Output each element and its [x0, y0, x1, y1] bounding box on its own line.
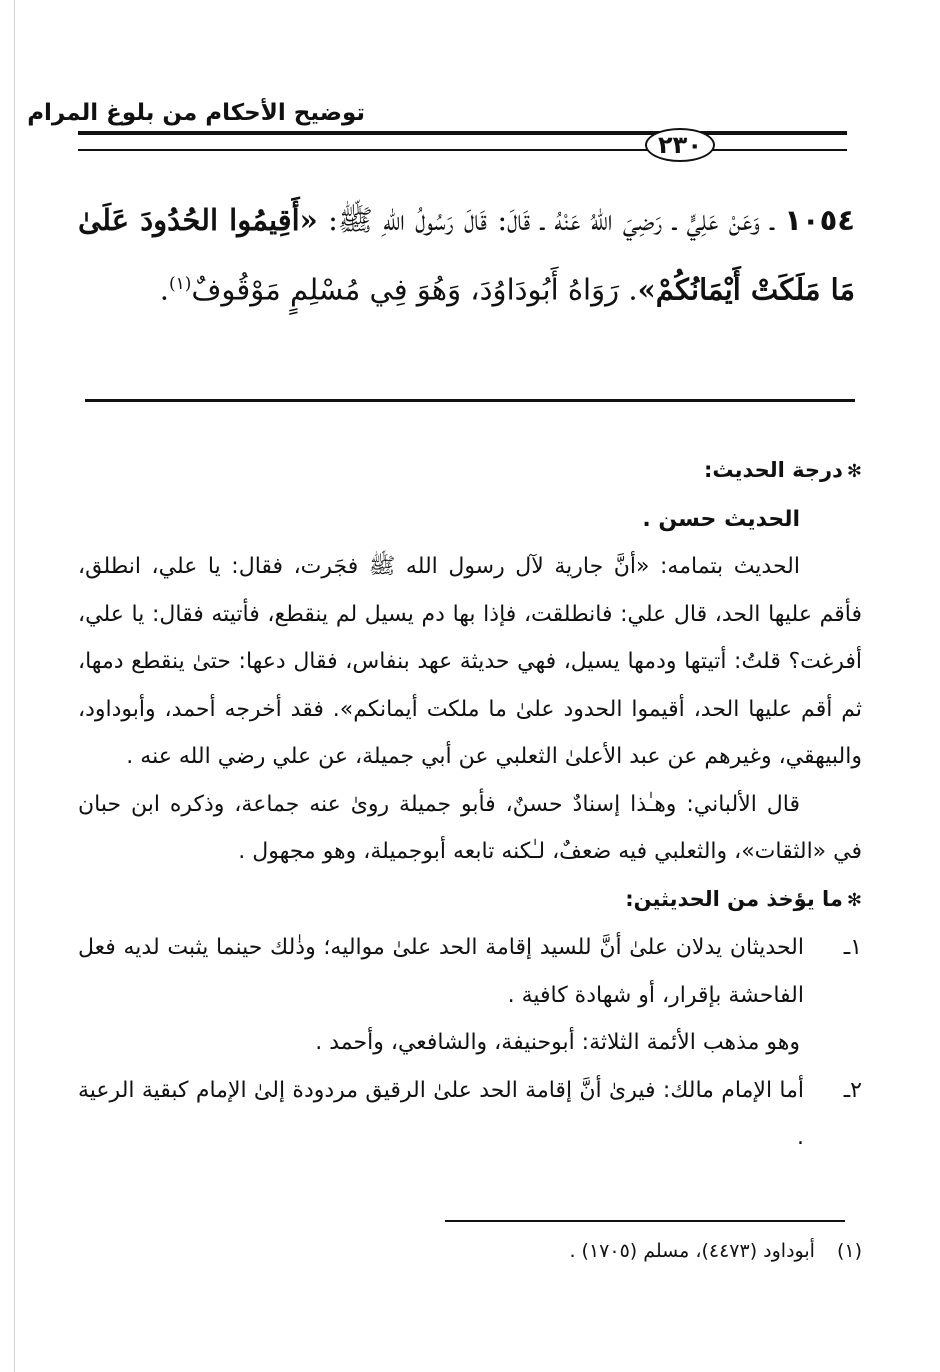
hadith-quote: «أَقِيمُوا الحُدُودَ عَلَىٰ مَا مَلَكَتْ أَيْمَانُكُمْ» — [78, 203, 855, 307]
footnote-number: (١) — [836, 1240, 862, 1262]
lesson-number: ٢ـ — [843, 1077, 862, 1103]
star-icon: ✻ — [846, 889, 862, 911]
section-separator — [85, 399, 855, 402]
grade-paragraph-2: قال الألباني: وهـٰذا إسنادٌ حسنٌ، فأبو جميلة روىٰ عنه جماعة، وذكره ابن حبان في «الثقات»، والثعلبي فيه ضعفٌ، لـٰكنه تابعه أبوجميلة، وهو مجهول . — [78, 791, 862, 864]
running-title: توضيح الأحكام من بلوغ المرام — [27, 100, 365, 126]
hadith-after: . رَوَاهُ أَبُودَاوُدَ، وَهُوَ فِي مُسْلِمٍ مَوْقُوفٌ — [191, 272, 638, 307]
lesson-item — [78, 1067, 862, 1162]
hadith-number: ١٠٥٤ — [784, 203, 856, 237]
lesson-text: الحديثان يدلان علىٰ أنَّ للسيد إقامة الحد علىٰ مواليه؛ وذٰلك حينما يثبت لديه فعل الفاحشة بإقرار، أو شهادة كافية . — [78, 935, 804, 1008]
grade-heading — [78, 447, 862, 496]
footnote — [569, 1240, 862, 1262]
grade-paragraph-1: الحديث بتمامه: «أنَّ جارية لآل رسول الله ﷺ فجَرت، فقال: يا علي، انطلق، فأقم عليها الحد، قال علي: فانطلقت، فإذا بها دم يسيل لم ينقطع، فأتيته فقال: يا علي، أفرغت؟ قلتُ: أتيتها ودمها يسيل، فهي حديثة عهد بنفاس، فقال دعها: حتىٰ ينقطع دمها، ثم أقم عليها الحد، أقيموا الحدود علىٰ ما ملكت أيمانكم». فقد أخرجه أحمد، وأبوداود، والبيهقي، وغيرهم عن عبد الأعلىٰ الثعلبي عن أبي جميلة، عن علي رضي الله عنه . — [78, 554, 862, 769]
commentary — [78, 447, 862, 1162]
lessons-heading-text: ما يؤخذ من الحديثين: — [625, 886, 843, 911]
footnote-rule — [445, 1220, 845, 1222]
grade-verdict: الحديث حسن . — [642, 506, 800, 532]
star-icon: ✻ — [846, 461, 862, 482]
scan-margin-line — [14, 0, 15, 1372]
header-rule-top — [78, 131, 847, 135]
lesson-item — [78, 924, 862, 1019]
header-rule-bottom — [78, 149, 847, 151]
footnote-text: أبوداود (٤٤٧٣)، مسلم (١٧٠٥) . — [569, 1240, 815, 1262]
hadith-intro: ـ وَعَنْ عَلِيٍّ ـ رَضِيَ اللهُ عَنْهُ ـ قَالَ: قَالَ رَسُولُ اللهِ ﷺ: — [317, 203, 785, 237]
hadith-text — [78, 188, 855, 322]
page-number: ٢٣٠ — [645, 128, 715, 162]
hadith-end: . — [159, 272, 169, 307]
grade-heading-text: درجة الحديث: — [703, 458, 843, 482]
lesson-text: أما الإمام مالك: فيرىٰ أنَّ إقامة الحد علىٰ الرقيق مردودة إلىٰ الإمام كبقية الرعية . — [78, 1077, 804, 1150]
lessons-heading — [78, 876, 862, 925]
lesson-item: وهو مذهب الأئمة الثلاثة: أبوحنيفة، والشافعي، وأحمد . — [315, 1030, 800, 1055]
lesson-number: ١ـ — [843, 935, 862, 960]
footnote-ref: (١) — [168, 274, 192, 294]
